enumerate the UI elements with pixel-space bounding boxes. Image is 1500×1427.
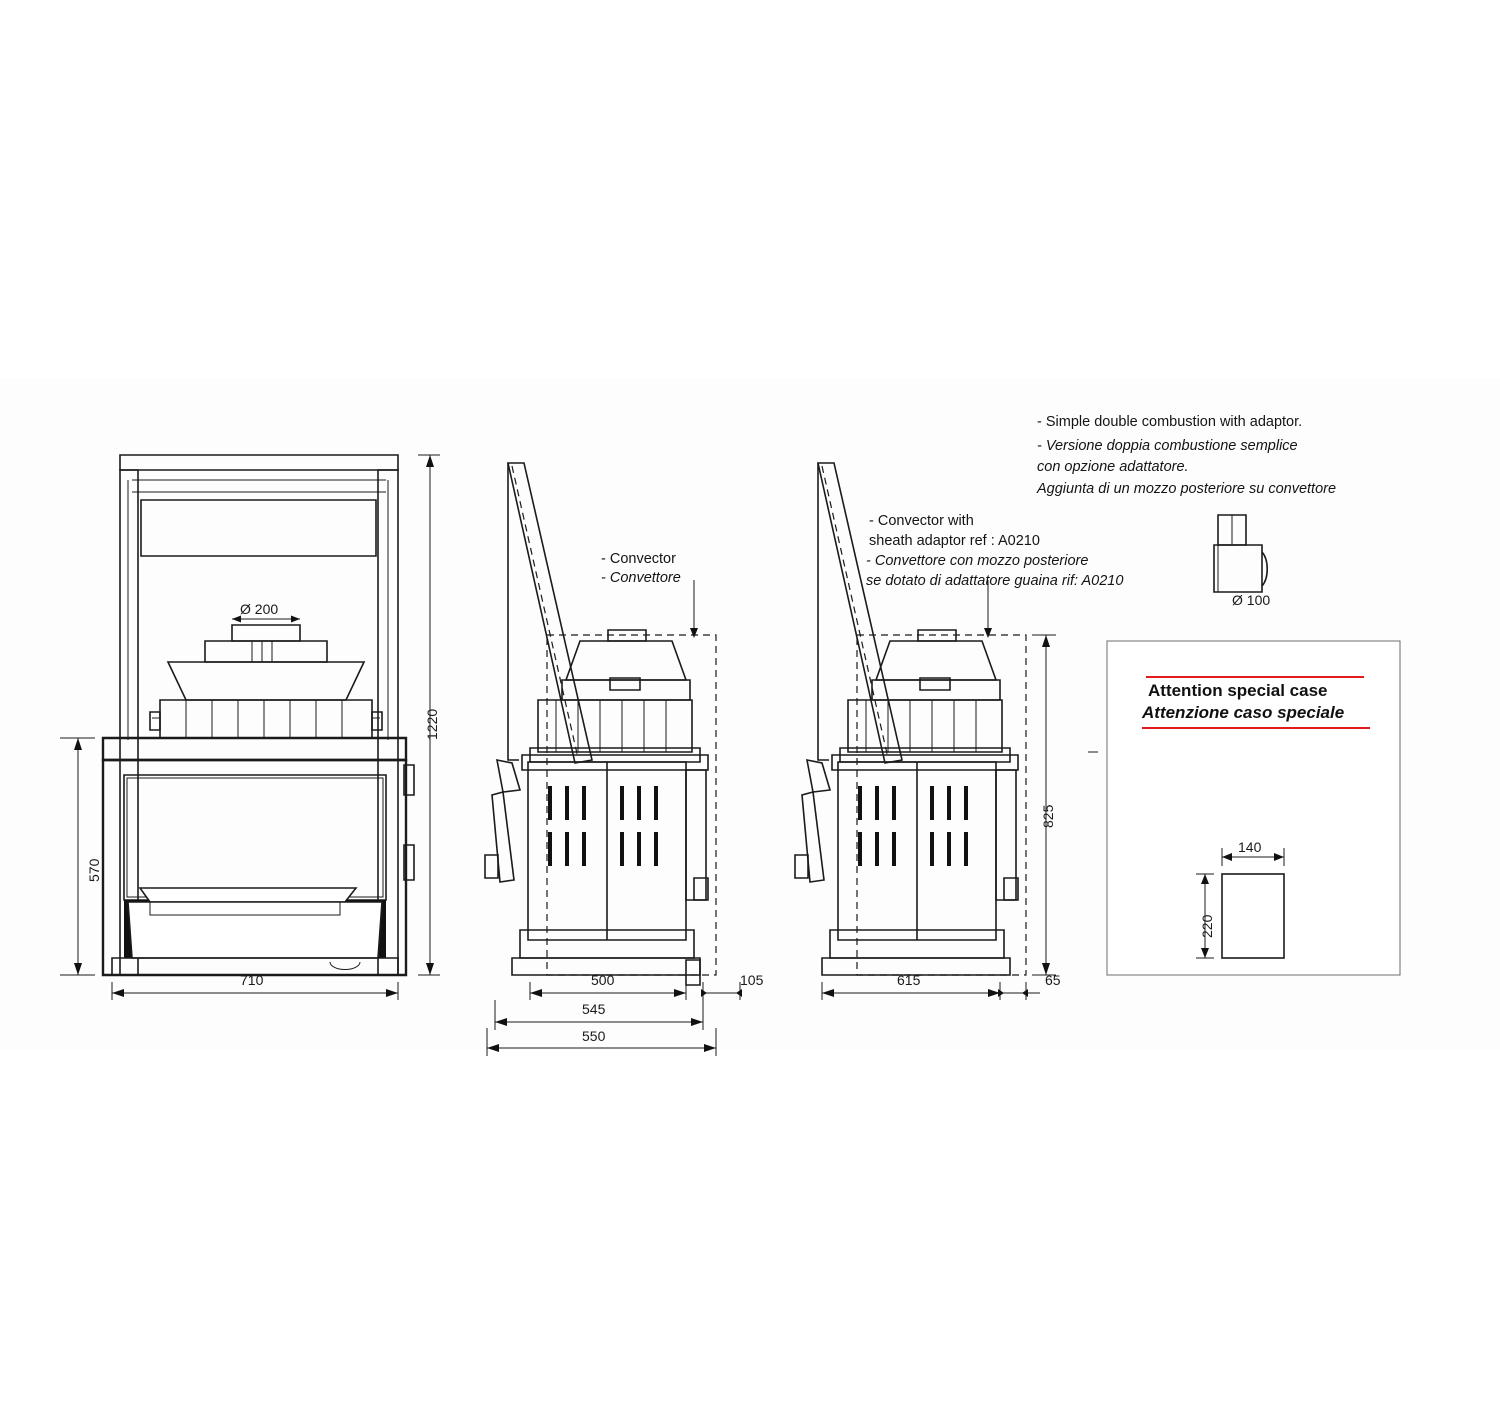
top-note-3: con opzione adattatore. bbox=[1037, 459, 1189, 475]
dim-attention-width: 140 bbox=[1238, 839, 1262, 855]
top-note-2: - Versione doppia combustione semplice bbox=[1037, 438, 1298, 454]
dim-front-width: 710 bbox=[240, 972, 264, 988]
dim-offset-105: 105 bbox=[740, 972, 764, 988]
attention-title-it: Attenzione caso speciale bbox=[1142, 703, 1345, 722]
attention-title-en: Attention special case bbox=[1148, 681, 1328, 700]
dim-depth-500: 500 bbox=[591, 972, 615, 988]
label-adaptor-en-1: - Convector with bbox=[869, 513, 974, 529]
top-note-1: - Simple double combustion with adaptor. bbox=[1037, 414, 1303, 430]
dim-rear-offset-65: 65 bbox=[1045, 972, 1061, 988]
dim-adaptor-diameter: Ø 100 bbox=[1232, 592, 1271, 608]
label-adaptor-en-2: sheath adaptor ref : A0210 bbox=[869, 533, 1040, 549]
top-note-4: Aggiunta di un mozzo posteriore su convettore bbox=[1037, 481, 1337, 497]
dim-attention-height: 220 bbox=[1199, 914, 1215, 938]
dim-flue-diameter: Ø 200 bbox=[240, 601, 279, 617]
dim-depth-615: 615 bbox=[897, 972, 921, 988]
label-adaptor-it-1: - Convettore con mozzo posteriore bbox=[866, 553, 1089, 569]
dim-glass-height: 570 bbox=[86, 858, 102, 882]
duct-adaptor-icon bbox=[1214, 515, 1267, 592]
attention-rule-bottom bbox=[1142, 727, 1370, 729]
dim-depth-545: 545 bbox=[582, 1001, 606, 1017]
dim-depth-550: 550 bbox=[582, 1028, 606, 1044]
label-convector-en: - Convector bbox=[601, 551, 676, 567]
dim-total-height: 1220 bbox=[424, 708, 440, 740]
label-adaptor-it-2: se dotato di adattatore guaina rif: A0210 bbox=[866, 573, 1124, 589]
front-view-geometry bbox=[60, 455, 440, 1000]
label-convector-it: - Convettore bbox=[601, 570, 681, 586]
dim-height-825: 825 bbox=[1040, 804, 1056, 828]
attention-rule-top bbox=[1146, 676, 1364, 678]
